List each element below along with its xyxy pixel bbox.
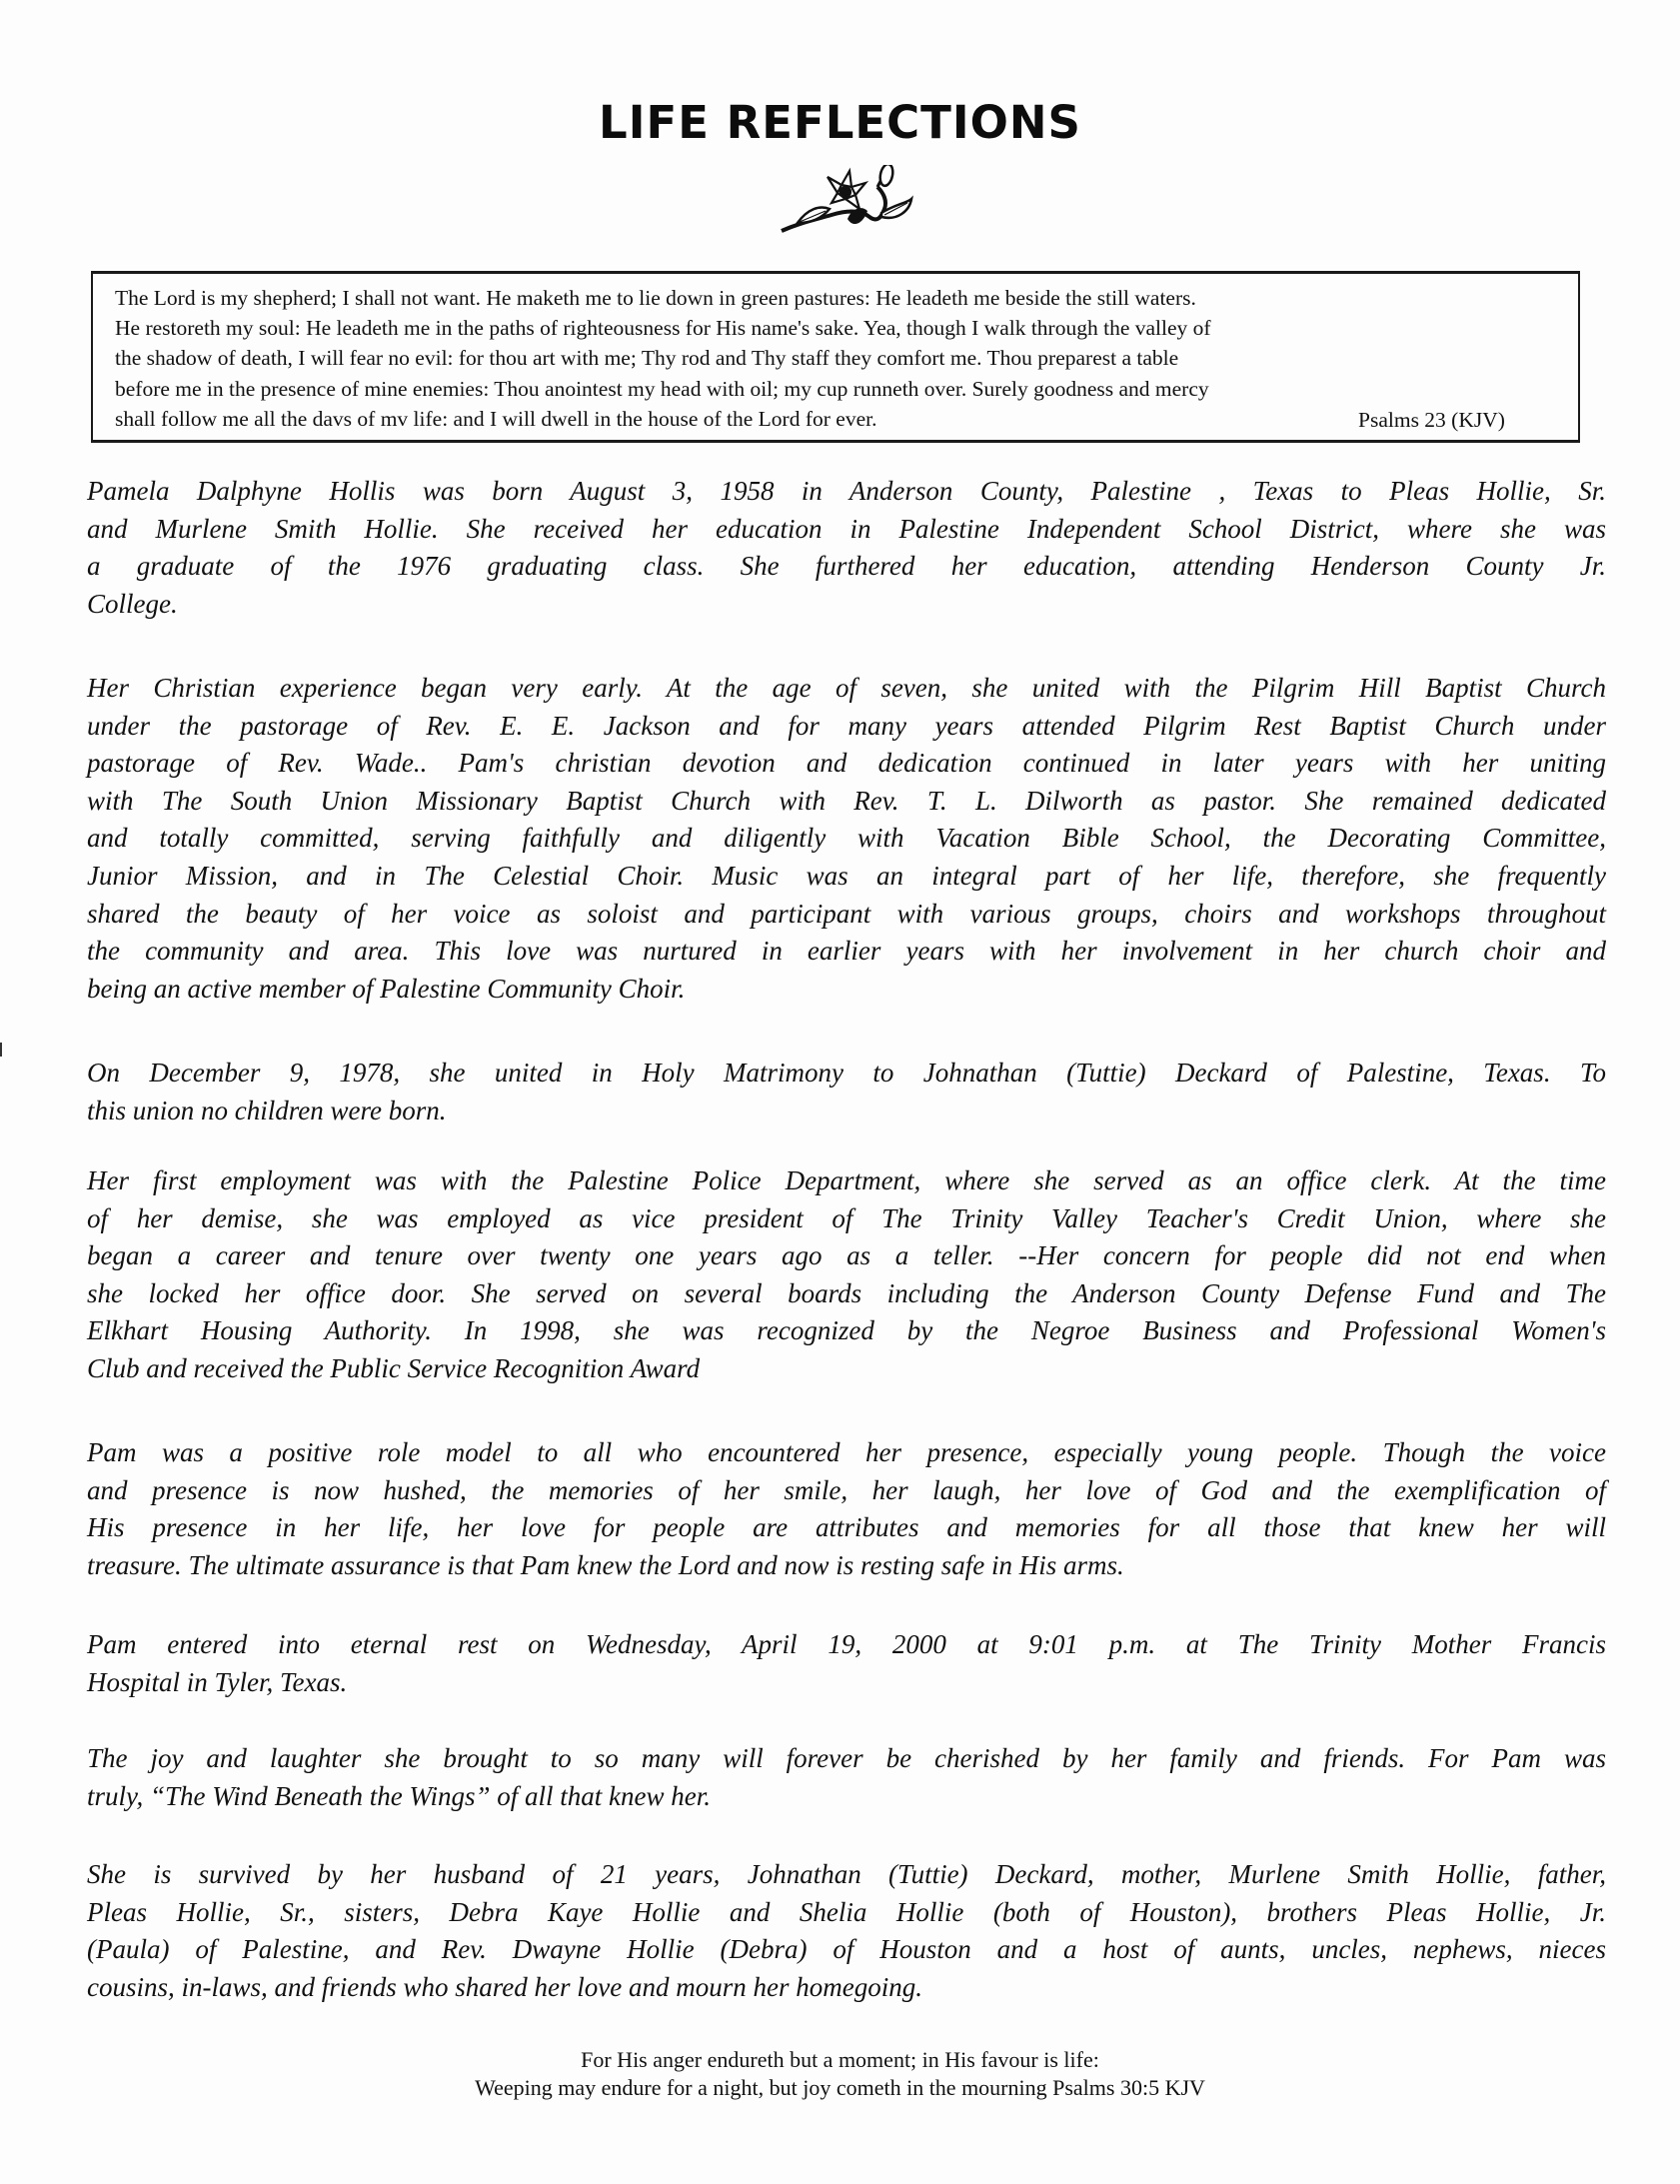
bio-paragraph-birth [87, 473, 1606, 623]
paragraph-line: being an active member of Palestine Community Choir. [87, 973, 686, 1004]
bio-paragraph-joy-laughter [87, 1740, 1606, 1815]
paragraph-line: of her demise, she was employed as vice president of The Trinity Valley Teacher's Credit Union, where she [87, 1202, 1606, 1233]
closing-scripture [0, 2046, 1680, 2102]
flower-ornament-icon [770, 165, 919, 245]
paragraph-line: Elkhart Housing Authority. In 1998, she was recognized by the Negroe Business and Professional Women's [87, 1315, 1606, 1346]
paragraph-line: and Murlene Smith Hollie. She received her education in Palestine Independent School District, where she was [87, 513, 1606, 544]
verse-line: the shadow of death, I will fear no evil: for thou art with me; Thy rod and Thy staff they comfort me. Thou preparest a table [115, 346, 1179, 371]
paragraph-line: Pamela Dalphyne Hollis was born August 3, 1958 in Anderson County, Palestine , Texas to Pleas Hollie, Sr. [87, 476, 1606, 506]
page-title: LIFE REFLECTIONS [599, 96, 1081, 149]
paragraph-line: She is survived by her husband of 21 years, Johnathan (Tuttie) Deckard, mother, Murlene Smith Hollie, father, [87, 1859, 1606, 1889]
paragraph-line: with The South Union Missionary Baptist Church with Rev. T. L. Dilworth as pastor. She remained dedicated [87, 785, 1606, 816]
paragraph-line: Club and received the Public Service Recognition Award [87, 1352, 701, 1383]
paragraph-line: truly, “The Wind Beneath the Wings” of all that knew her. [87, 1780, 711, 1811]
paragraph-line: Her Christian experience began very early. At the age of seven, she united with the Pilgrim Hill Baptist Church [87, 673, 1606, 703]
bio-paragraph-employment [87, 1162, 1606, 1388]
paragraph-line: began a career and tenure over twenty one years ago as a teller. --Her concern for people did not end when [87, 1240, 1606, 1271]
verse-line: before me in the presence of mine enemies: Thou anointest my head with oil; my cup runneth over. Surely goodness and mercy [115, 376, 1209, 401]
paragraph-line: under the pastorage of Rev. E. E. Jackson and for many years attended Pilgrim Rest Baptist Church under [87, 710, 1606, 741]
bio-paragraph-christian-experience [87, 670, 1606, 1008]
paragraph-line: On December 9, 1978, she united in Holy Matrimony to Johnathan (Tuttie) Deckard of Palestine, Texas. To [87, 1058, 1606, 1088]
paragraph-line: Pam entered into eternal rest on Wednesday, April 19, 2000 at 9:01 p.m. at The Trinity Mother Francis [87, 1629, 1606, 1659]
bio-paragraph-role-model [87, 1434, 1606, 1584]
paragraph-line: this union no children were born. [87, 1094, 447, 1125]
paragraph-line: (Paula) of Palestine, and Rev. Dwayne Hollie (Debra) of Houston and a host of aunts, uncles, nephews, nieces [87, 1934, 1606, 1965]
paragraph-line: cousins, in-laws, and friends who shared her love and mourn her homegoing. [87, 1971, 922, 2002]
verse-line: He restoreth my soul: He leadeth me in the paths of righteousness for His name's sake. Yea, though I walk through the valley of [115, 316, 1211, 341]
verse-line: shall follow me all the davs of mv life: and I will dwell in the house of the Lord for ever. [115, 406, 877, 431]
paragraph-line: pastorage of Rev. Wade.. Pam's christian devotion and dedication continued in later years with her uniting [87, 748, 1606, 779]
paragraph-line: Junior Mission, and in The Celestial Choir. Music was an integral part of her life, therefore, she frequently [87, 860, 1606, 891]
paragraph-line: College. [87, 588, 178, 619]
paragraph-line: and presence is now hushed, the memories of her smile, her laugh, her love of God and the exemplification of [87, 1474, 1606, 1505]
scan-artifact-mark [0, 1043, 2, 1057]
verse-line: The Lord is my shepherd; I shall not want. He maketh me to lie down in green pastures: He leadeth me beside the still waters. [115, 286, 1196, 310]
bio-paragraph-survivors [87, 1856, 1606, 2006]
paragraph-line: she locked her office door. She served on several boards including the Anderson County Defense Fund and The [87, 1277, 1606, 1308]
footer-line: Weeping may endure for a night, but joy cometh in the mourning Psalms 30:5 KJV [475, 2075, 1205, 2100]
paragraph-line: a graduate of the 1976 graduating class. She furthered her education, attending Henderson County Jr. [87, 551, 1606, 582]
footer-line: For His anger endureth but a moment; in His favour is life: [581, 2047, 1099, 2072]
paragraph-line: the community and area. This love was nurtured in earlier years with her involvement in her church choir and [87, 936, 1606, 967]
paragraph-line: shared the beauty of her voice as soloist and participant with various groups, choirs and workshops throughout [87, 898, 1606, 929]
psalm-23-verse-box [91, 271, 1580, 443]
bio-paragraph-eternal-rest [87, 1626, 1606, 1701]
paragraph-line: Pleas Hollie, Sr., sisters, Debra Kaye Hollie and Shelia Hollie (both of Houston), brothers Pleas Hollie, Jr. [87, 1896, 1606, 1927]
paragraph-line: Her first employment was with the Palestine Police Department, where she served as an office clerk. At the time [87, 1165, 1606, 1195]
paragraph-line: Hospital in Tyler, Texas. [87, 1666, 348, 1697]
paragraph-line: and totally committed, serving faithfully and diligently with Vacation Bible School, the Decorating Committee, [87, 823, 1606, 854]
verse-reference: Psalms 23 (KJV) [1358, 408, 1505, 432]
paragraph-line: The joy and laughter she brought to so many will forever be cherished by her family and friends. For Pam was [87, 1743, 1606, 1773]
paragraph-line: treasure. The ultimate assurance is that Pam knew the Lord and now is resting safe in His arms. [87, 1549, 1124, 1580]
bio-paragraph-marriage [87, 1055, 1606, 1129]
paragraph-line: Pam was a positive role model to all who encountered her presence, especially young people. Though the voice [87, 1437, 1606, 1467]
paragraph-line: His presence in her life, her love for people are attributes and memories for all those that knew her will [87, 1512, 1606, 1543]
